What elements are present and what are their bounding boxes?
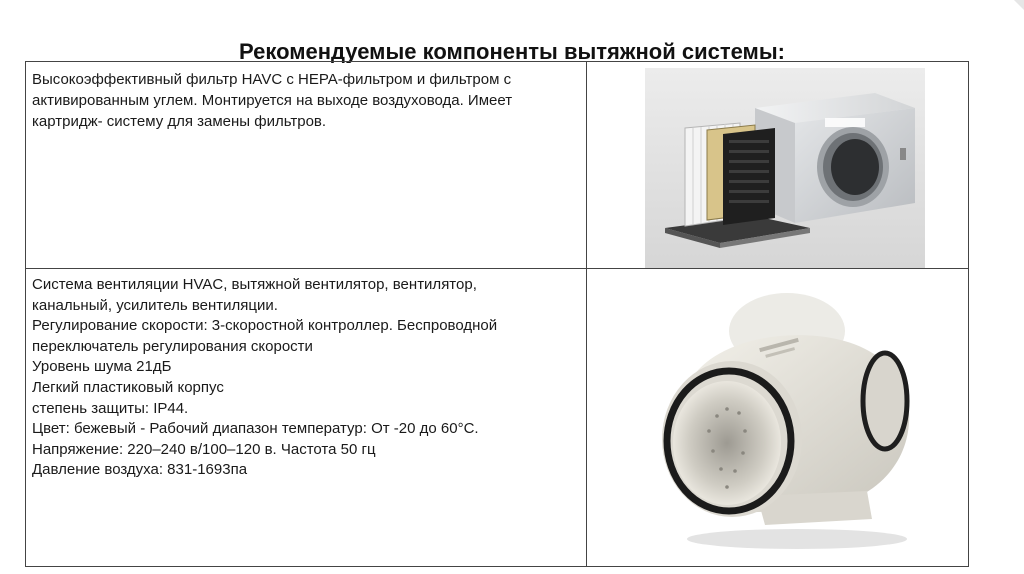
fan-description-line: канальный, усилитель вентиляции. [32, 296, 278, 314]
fan-description-line: Регулирование скорости: 3-скоростной контроллер. Беспроводной [32, 317, 498, 335]
components-table [25, 61, 969, 567]
fan-description-line: Напряжение: 220–240 в/100–120 в. Частота 50 гц [32, 440, 376, 458]
fan-description-line: Система вентиляции HVAC, вытяжной вентилятор, вентилятор, [32, 276, 477, 293]
duct-fan-illustration [647, 291, 927, 561]
table-row-fan [26, 269, 968, 566]
filter-description-cell [26, 62, 587, 268]
corner-decoration [1014, 0, 1024, 10]
filter-description-line: активированным углем. Монтируется на выходе воздуховода. Имеет [32, 92, 513, 109]
fan-description-line: степень защиты: IP44. [32, 399, 189, 417]
hepa-filter-box-illustration [645, 68, 925, 268]
filter-description-line: Высокоэффективный фильтр HAVC с HEPA-фильтром и фильтром с [32, 71, 512, 88]
filter-image-cell [587, 62, 968, 268]
slide-title: Рекомендуемые компоненты вытяжной системы: [239, 39, 785, 63]
fan-description-line: переключатель регулирования скорости [32, 337, 313, 355]
fan-image-cell [587, 269, 968, 566]
fan-description-line: Давление воздуха: 831-1693па [32, 461, 248, 479]
filter-description-line: картридж- систему для замены фильтров. [32, 113, 327, 130]
fan-description-line: Цвет: бежевый - Рабочий диапазон температур: От -20 до 60°C. [32, 420, 479, 438]
fan-description-cell [26, 269, 587, 566]
fan-description-line: Уровень шума 21дБ [32, 358, 172, 376]
fan-description-line: Легкий пластиковый корпус [32, 378, 224, 396]
table-row-filter [26, 62, 968, 269]
